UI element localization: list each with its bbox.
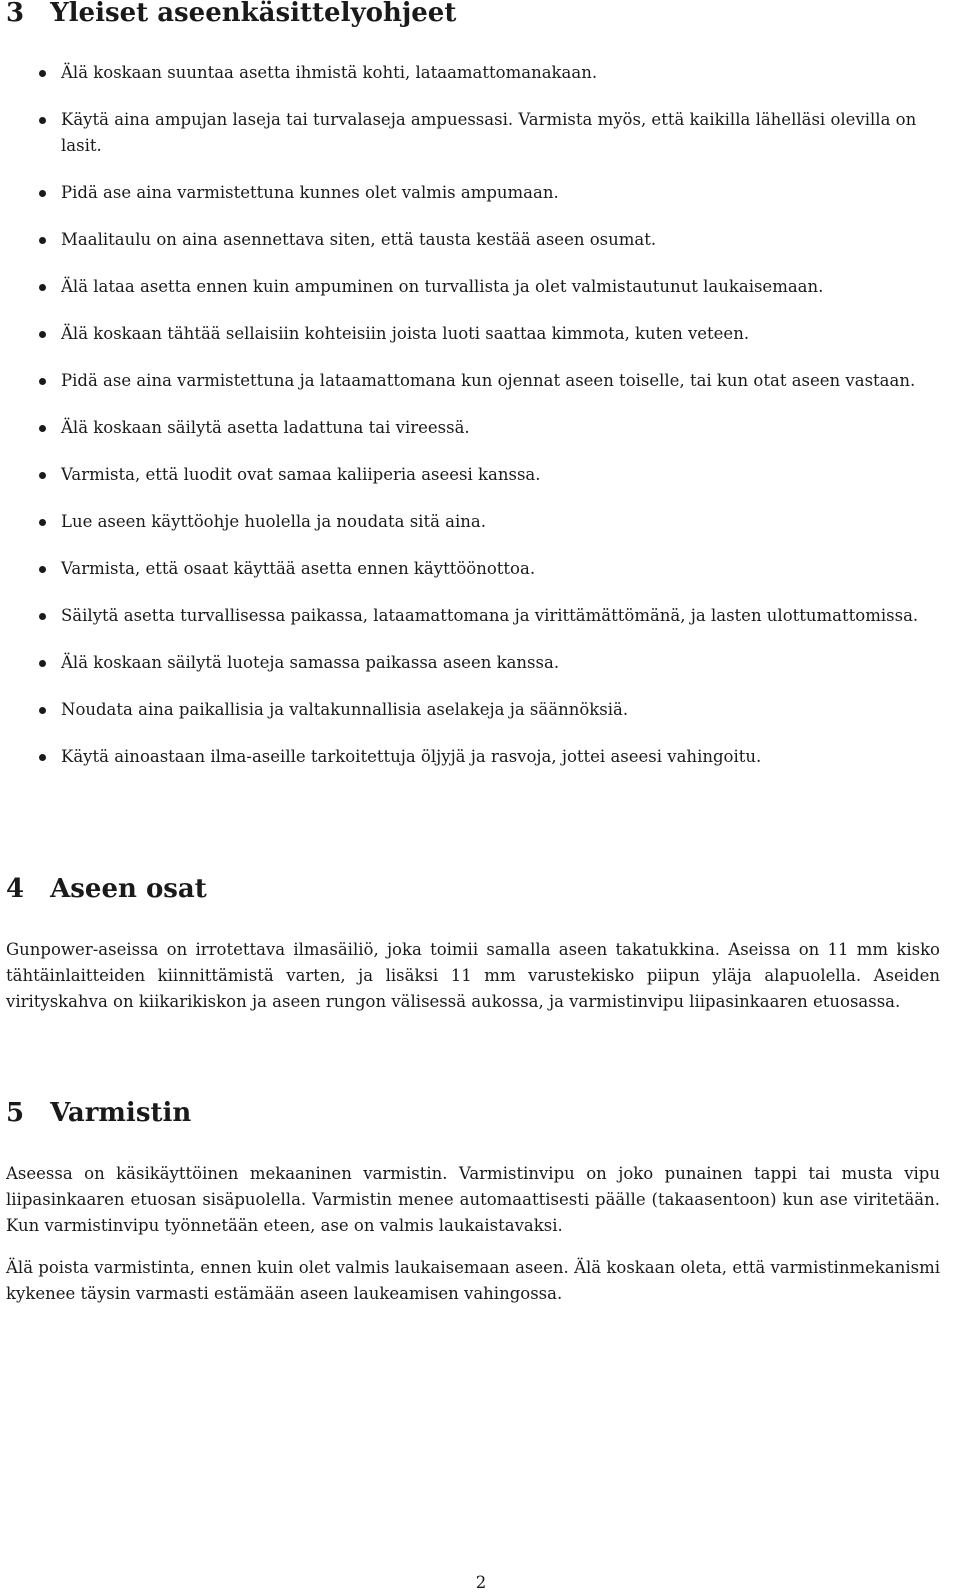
section-3-heading bbox=[6, 0, 456, 26]
bullet-icon bbox=[39, 660, 46, 667]
section-title: Yleiset aseenkäsittelyohjeet bbox=[50, 0, 457, 28]
section-number: 4 bbox=[6, 874, 25, 904]
section-number: 5 bbox=[6, 1098, 25, 1128]
safety-rules-list bbox=[6, 60, 956, 791]
section-title: Aseen osat bbox=[50, 874, 207, 904]
list-item: Älä koskaan säilytä luoteja samassa paikassa aseen kanssa. bbox=[6, 650, 956, 676]
list-item: Varmista, että luodit ovat samaa kaliiperia aseesi kanssa. bbox=[6, 462, 956, 488]
list-item: Noudata aina paikallisia ja valtakunnallisia aselakeja ja säännöksiä. bbox=[6, 697, 956, 723]
list-item: Älä koskaan säilytä asetta ladattuna tai vireessä. bbox=[6, 415, 956, 441]
list-item: Älä koskaan suuntaa asetta ihmistä kohti, lataamattomanakaan. bbox=[6, 60, 956, 86]
section-4-heading bbox=[6, 876, 207, 902]
section-5-paragraph-2: Älä poista varmistinta, ennen kuin olet valmis laukaisemaan aseen. Älä koskaan oleta, että varmistinmekanismi kykenee täysin varmasti estämään aseen laukeamisen vahingossa. bbox=[6, 1258, 940, 1303]
bullet-icon bbox=[39, 566, 46, 573]
bullet-icon bbox=[39, 70, 46, 77]
bullet-icon bbox=[39, 472, 46, 479]
section-5-heading bbox=[6, 1100, 191, 1126]
list-item: Pidä ase aina varmistettuna kunnes olet valmis ampumaan. bbox=[6, 180, 956, 206]
bullet-icon bbox=[39, 237, 46, 244]
bullet-icon bbox=[39, 190, 46, 197]
list-item: Varmista, että osaat käyttää asetta ennen käyttöönottoa. bbox=[6, 556, 956, 582]
page-number: 2 bbox=[475, 1573, 487, 1592]
bullet-icon bbox=[39, 613, 46, 620]
list-item: Käytä aina ampujan laseja tai turvalaseja ampuessasi. Varmista myös, että kaikilla lähelläsi olevilla on lasit. bbox=[6, 107, 956, 159]
bullet-icon bbox=[39, 117, 46, 124]
section-4-paragraph: Gunpower-aseissa on irrotettava ilmasäiliö, joka toimii samalla aseen takatukkina. Aseissa on 11 mm kisko tähtäinlaitteiden kiinnittämistä varten, ja lisäksi 11 mm varustekisko piipun yläja alapuolella. Aseiden virityskahva on kiikarikiskon ja aseen rungon välisessä aukossa, ja varmistinvipu liipasinkaaren etuosassa. bbox=[6, 940, 940, 1011]
list-item: Säilytä asetta turvallisessa paikassa, lataamattomana ja virittämättömänä, ja lasten ulottumattomissa. bbox=[6, 603, 956, 629]
section-title: Varmistin bbox=[50, 1098, 192, 1128]
list-item: Älä lataa asetta ennen kuin ampuminen on turvallista ja olet valmistautunut laukaisemaan. bbox=[6, 274, 956, 300]
bullet-icon bbox=[39, 284, 46, 291]
bullet-icon bbox=[39, 378, 46, 385]
list-item: Lue aseen käyttöohje huolella ja noudata sitä aina. bbox=[6, 509, 956, 535]
bullet-icon bbox=[39, 707, 46, 714]
section-number: 3 bbox=[6, 0, 25, 28]
bullet-icon bbox=[39, 425, 46, 432]
list-item: Maalitaulu on aina asennettava siten, että tausta kestää aseen osumat. bbox=[6, 227, 956, 253]
bullet-icon bbox=[39, 331, 46, 338]
list-item: Pidä ase aina varmistettuna ja lataamattomana kun ojennat aseen toiselle, tai kun otat aseen vastaan. bbox=[6, 368, 956, 394]
section-5-paragraph-1: Aseessa on käsikäyttöinen mekaaninen varmistin. Varmistinvipu on joko punainen tappi tai musta vipu liipasinkaaren etuosan sisäpuolella. Varmistin menee automaattisesti päälle (takaasentoon) kun ase viritetään. Kun varmistinvipu työnnetään eteen, ase on valmis laukaistavaksi. bbox=[6, 1164, 940, 1235]
bullet-icon bbox=[39, 519, 46, 526]
list-item: Älä koskaan tähtää sellaisiin kohteisiin joista luoti saattaa kimmota, kuten veteen. bbox=[6, 321, 956, 347]
bullet-icon bbox=[39, 754, 46, 761]
list-item: Käytä ainoastaan ilma-aseille tarkoitettuja öljyjä ja rasvoja, jottei aseesi vahingoitu. bbox=[6, 744, 956, 770]
